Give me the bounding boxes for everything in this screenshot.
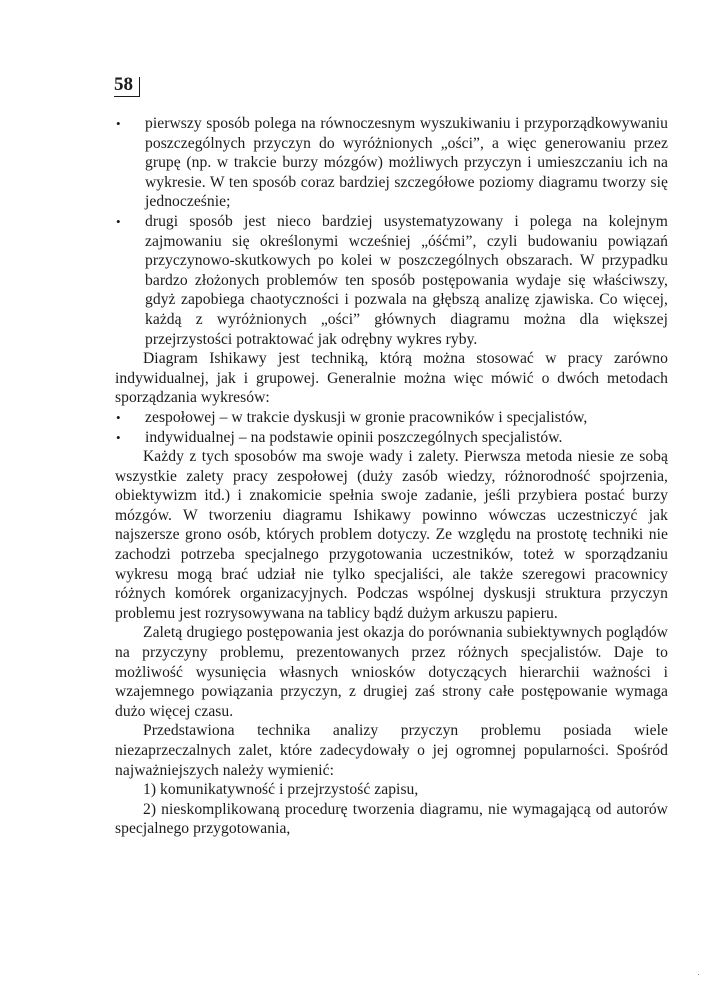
- bullet-icon: •: [116, 429, 121, 445]
- page-body: [115, 114, 668, 839]
- list-item: 1) komunikatywność i przejrzystość zapisu,: [143, 781, 419, 799]
- bullet-text: drugi sposób jest nieco bardziej usystematyzowany i polega na kolejnym zajmowaniu się określonymi wcześniej „óśćmi”, czyli budowaniu powiązań przyczynowo-skutkowych po kolei w poszczególnych obszarach. W przypadku bardzo złożonych problemów ten sposób postępowania wydaje się właściwszy, gdyż zapobiega chaotyczności i pozwala na głębszą analizę zjawiska. Co więcej, każdą z wyróżnionych „ości” głównych diagramu można dla większej przejrzystości potraktować jak odrębny wykres ryby.: [145, 212, 668, 348]
- paragraph-advantages: Przedstawiona technika analizy przyczyn problemu posiada wiele niezaprzeczalnych zalet, które zadecydowały o jej ogromnej popularności. Spośród najważniejszych należy wymienić:: [115, 722, 668, 779]
- paragraph-each-method: Każdy z tych sposobów ma swoje wady i zalety. Pierwsza metoda niesie ze sobą wszystkie zalety pracy zespołowej (duży zasób wiedzy, różnorodność spojrzenia, obiektywizm itd.) i znakomicie spełnia swoje zadanie, jeśli przybiera postać burzy mózgów. W tworzeniu diagramu Ishikawy powinno wówczas uczestniczyć jak najszersze grono osób, których problem dotyczy. Ze względu na prostotę techniki nie zachodzi potrzeba specjalnego przygotowania uczestników, toteż w sporządzaniu wykresu mogą brać udział nie tylko specjaliści, ale także szeregowi pracownicy różnych komórek organizacyjnych. Podczas wspólnej dyskusji struktura przyczyn problemu jest rozrysowywana na tablicy bądź dużym arkuszu papieru.: [115, 448, 668, 622]
- scan-speck: [698, 974, 699, 975]
- page-number: 58: [114, 74, 140, 97]
- list-item: [115, 212, 668, 349]
- paragraph-ishikawa: Diagram Ishikawy jest techniką, którą można stosować w pracy zarówno indywidualnej, jak i grupowej. Generalnie można więc mówić o dwóch metodach sporządzania wykresów:: [115, 350, 668, 407]
- bullet-text: indywidualnej – na podstawie opinii poszczególnych specjalistów.: [145, 428, 563, 446]
- advantages-numbered-list: [115, 780, 668, 839]
- list-item: [115, 114, 668, 212]
- list-item: [115, 408, 668, 428]
- type-bullet-list: [115, 408, 668, 447]
- list-item: 2) nieskomplikowaną procedurę tworzenia diagramu, nie wymagającą od autorów specjalnego przygotowania,: [115, 800, 668, 838]
- method-bullet-list: [115, 114, 668, 349]
- paragraph-second-method: Zaletą drugiego postępowania jest okazja do porównania subiektywnych poglądów na przyczyny problemu, prezentowanych przez różnych specjalistów. Daje to możliwość wysunięcia własnych wniosków dotyczących hierarchii ważności i wzajemnego powiązania przyczyn, z drugiej zaś strony całe postępowanie wymaga dużo więcej czasu.: [115, 624, 668, 720]
- bullet-text: zespołowej – w trakcie dyskusji w gronie pracowników i specjalistów,: [145, 408, 588, 426]
- bullet-icon: •: [116, 409, 121, 425]
- bullet-icon: •: [116, 116, 121, 131]
- list-item: [115, 428, 668, 448]
- bullet-text: pierwszy sposób polega na równoczesnym wyszukiwaniu i przyporządkowywaniu poszczególnych przyczyn do wyróżnionych „ości”, a więc generowaniu przez grupę (np. w trakcie burzy mózgów) możliwych przyczyn i umieszczaniu ich na wykresie. W ten sposób coraz bardziej szczegółowe poziomy diagramu tworzy się jednocześnie;: [145, 115, 668, 211]
- bullet-icon: •: [116, 213, 121, 229]
